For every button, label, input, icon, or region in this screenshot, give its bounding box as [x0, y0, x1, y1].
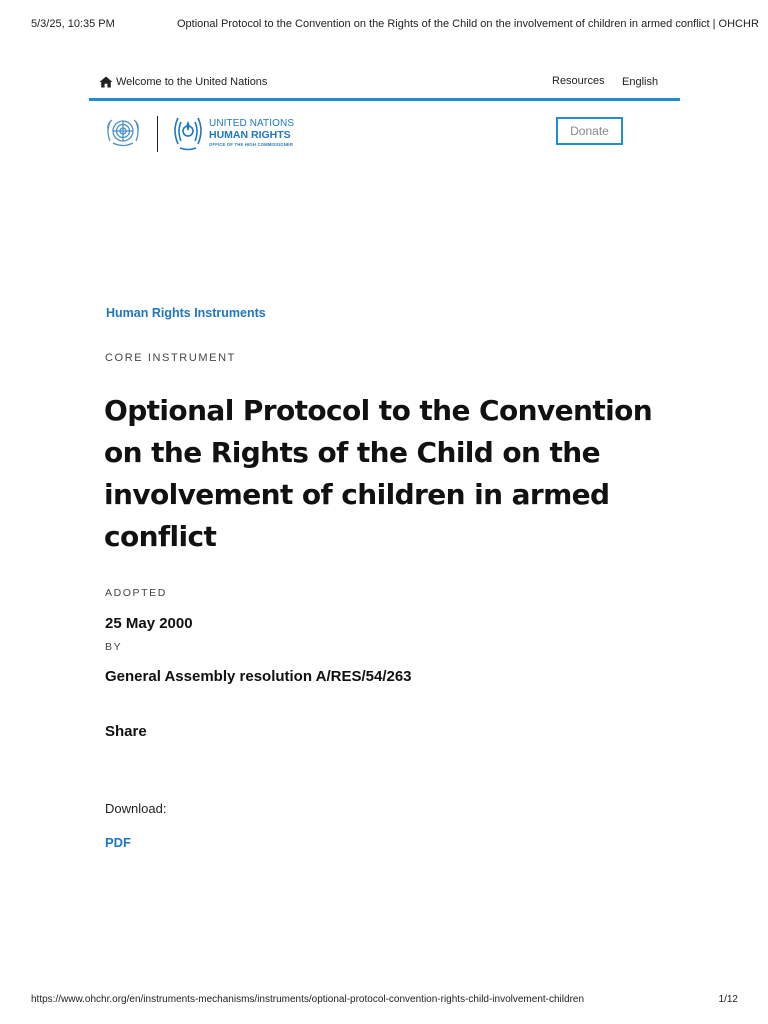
print-title: Optional Protocol to the Convention on the Rights of the Child on the involvement of children in armed conflict | OHCHR	[177, 18, 759, 30]
donate-button[interactable]: Donate	[556, 117, 623, 145]
adopted-date: 25 May 2000	[105, 615, 193, 632]
adopted-label: ADOPTED	[105, 587, 167, 599]
resolution-value: General Assembly resolution A/RES/54/263	[105, 668, 412, 685]
print-url: https://www.ohchr.org/en/instruments-mechanisms/instruments/optional-protocol-convention-rights-child-involvement-children	[31, 994, 585, 1005]
un-emblem-icon[interactable]	[104, 114, 142, 150]
ohchr-emblem-icon[interactable]	[170, 110, 206, 152]
welcome-link[interactable]	[99, 76, 267, 88]
print-date: 5/3/25, 10:35 PM	[31, 18, 115, 30]
category-label: CORE INSTRUMENT	[105, 352, 236, 364]
page-title: Optional Protocol to the Convention on the Rights of the Child on the involvement of children in armed conflict	[104, 394, 653, 553]
breadcrumb-link[interactable]: Human Rights Instruments	[106, 306, 266, 320]
download-label: Download:	[105, 801, 167, 816]
by-label: BY	[105, 641, 123, 653]
top-bar	[89, 68, 680, 101]
language-selector[interactable]: English	[622, 76, 659, 88]
ohchr-logo-text[interactable]	[209, 119, 294, 147]
pdf-download-link[interactable]: PDF	[105, 835, 131, 850]
share-button[interactable]: Share	[105, 723, 147, 740]
welcome-label: Welcome to the United Nations	[116, 76, 268, 88]
logo-line-1: UNITED NATIONS	[209, 118, 295, 129]
print-page-number: 1/12	[718, 994, 738, 1005]
logo-divider	[157, 116, 158, 152]
resources-menu[interactable]: Resources	[552, 75, 605, 87]
logo-line-3: OFFICE OF THE HIGH COMMISSIONER	[209, 141, 294, 147]
logo-line-2: HUMAN RIGHTS	[209, 129, 291, 141]
home-icon	[99, 76, 113, 88]
